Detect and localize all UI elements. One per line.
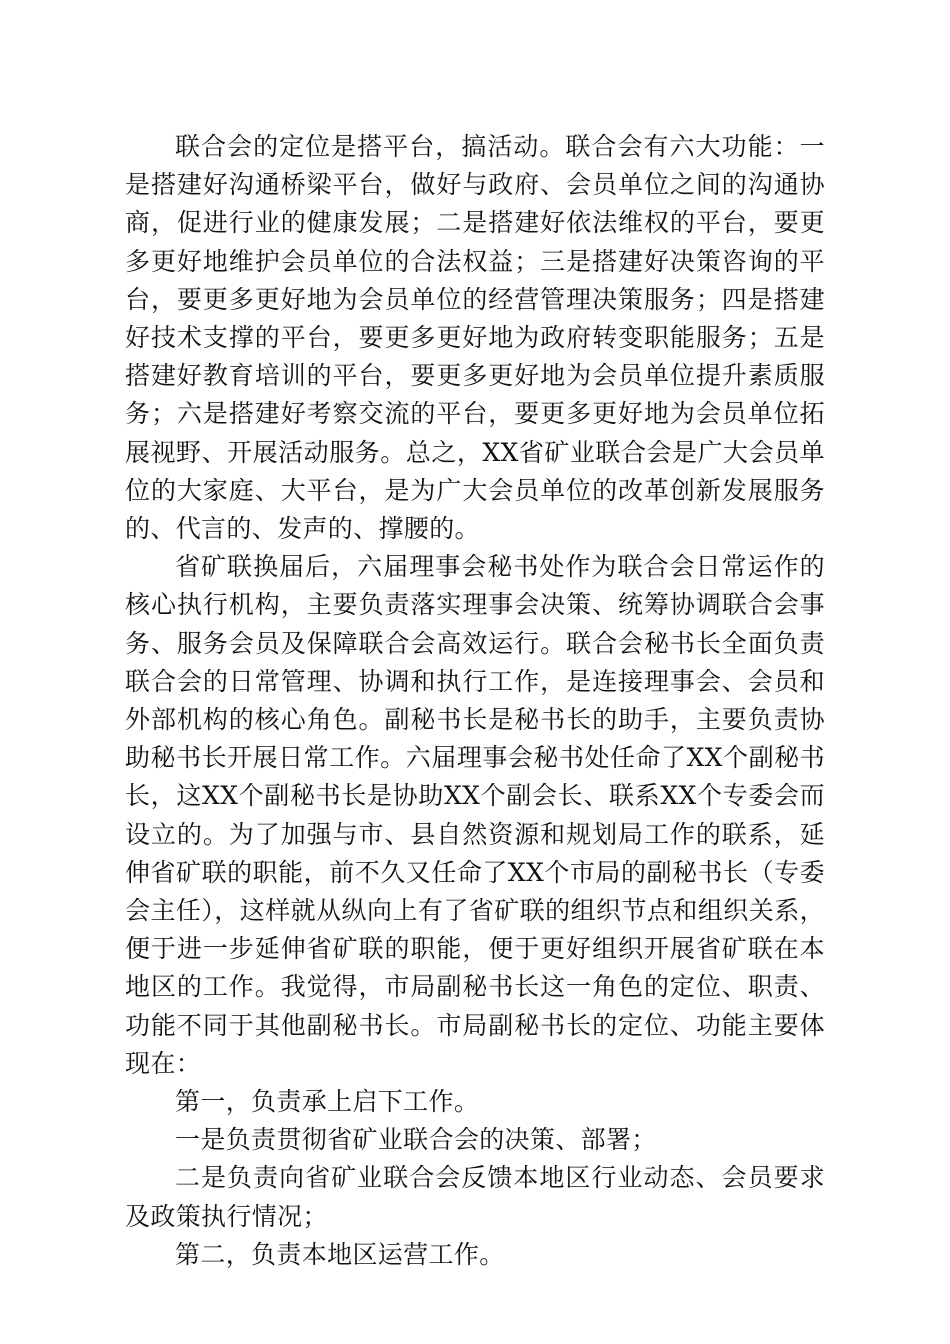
- paragraph-first-point-item-one: 一是负责贯彻省矿业联合会的决策、部署；: [175, 1125, 657, 1155]
- paragraph-first-point: 第一，负责承上启下工作。: [175, 1087, 480, 1117]
- paragraph-first-point-item-two: 二是负责向省矿业联合会反馈本地区行业动态、会员要求及政策执行情况；: [125, 1163, 825, 1231]
- paragraph-secretariat-roles: 省矿联换届后，六届理事会秘书处作为联合会日常运作的核心执行机构，主要负责落实理事会决策、统筹协调联合会事务、服务会员及保障联合会高效运行。联合会秘书长全面负责联合会的日常管理、协调和执行工作，是连接理事会、会员和外部机构的核心角色。副秘书长是秘书长的助手，主要负责协助秘书长开展日常工作。六届理事会秘书处任命了XX个副秘书长，这XX个副秘书长是协助XX个副会长、联系XX个专委会而设立的。为了加强与市、县自然资源和规划局工作的联系，延伸省矿联的职能，前不久又任命了XX个市局的副秘书长（专委会主任），这样就从纵向上有了省矿联的组织节点和组织关系，便于进一步延伸省矿联的职能，便于更好组织开展省矿联在本地区的工作。我觉得，市局副秘书长这一角色的定位、职责、功能不同于其他副秘书长。市局副秘书长的定位、功能主要体现在：: [125, 552, 825, 1078]
- document-body: [125, 128, 825, 1274]
- paragraph-federation-functions: 联合会的定位是搭平台，搞活动。联合会有六大功能：一是搭建好沟通桥梁平台，做好与政府、会员单位之间的沟通协商，促进行业的健康发展；二是搭建好依法维权的平台，要更多更好地维护会员单位的合法权益；三是搭建好决策咨询的平台，要更多更好地为会员单位的经营管理决策服务；四是搭建好技术支撑的平台，要更多更好地为政府转变职能服务；五是搭建好教育培训的平台，要更多更好地为会员单位提升素质服务；六是搭建好考察交流的平台，要更多更好地为会员单位拓展视野、开展活动服务。总之，XX省矿业联合会是广大会员单位的大家庭、大平台，是为广大会员单位的改革创新发展服务的、代言的、发声的、撑腰的。: [125, 132, 825, 544]
- paragraph-second-point: 第二，负责本地区运营工作。: [175, 1239, 505, 1269]
